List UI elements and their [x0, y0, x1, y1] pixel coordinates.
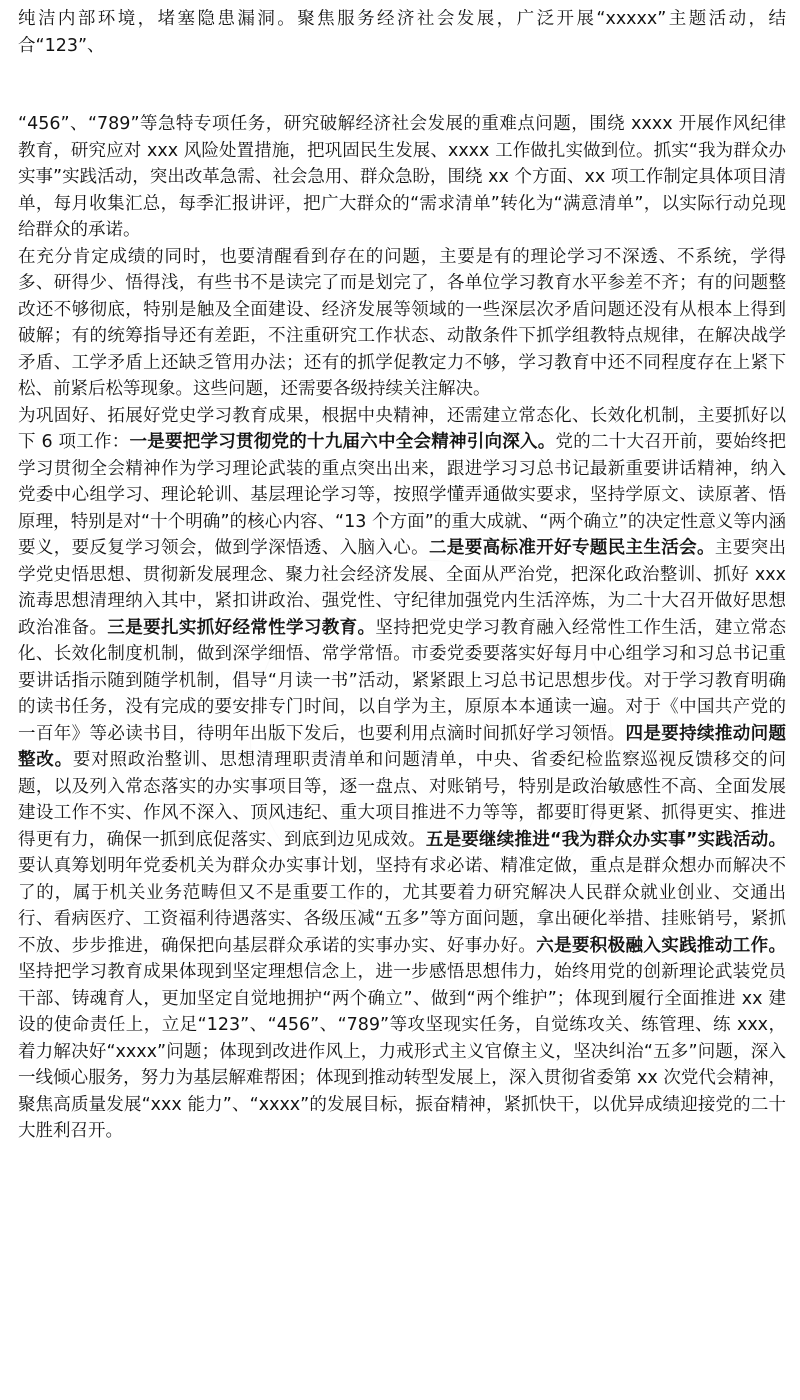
tasks-intro: 为巩固好、拓展好党史学习教育成果，根据中央精神，还需建立常态化、长效化机制，主要抓好以下 6 项工作： — [18, 405, 786, 452]
task-5-heading: 五是要继续推进“我为群众办实事”实践活动。 — [425, 829, 786, 850]
task-4-text: 要对照政治整训、思想清理职责清单和问题清单，中央、省委纪检监察巡视反馈移交的问题，以及列入常态落实的办实事项目等，逐一盘点、对账销号，特别是政治敏感性不高、全面发展建设工作不实、作风不深入、顶风违纪、重大项目推进不力等等，都要盯得更紧、抓得更实、推进得更有力，确保一抓到底促落实、到底到边见成效。 — [18, 750, 787, 850]
task-3-text: 坚持把党史学习教育融入经常性工作生活，建立常态化、长效化制度机制，做到深学细悟、常学常悟。市委党委要落实好每月中心组学习和习总书记重要讲话指示随到随学机制，倡导“月读一书”活动，紧紧跟上习总书记思想步伐。对于学习教育明确的读书任务，没有完成的要安排专门时间，以自学为主，原原本本通读一遍。对于《中国共产党的一百年》等必读书目，待明年出版下发后，也要利用点滴时间抓好学习领悟。 — [18, 617, 787, 744]
task-3-heading: 三是要扎实抓好经常性学习教育。 — [107, 617, 376, 638]
task-1-text: 党的二十大召开前，要始终把学习贯彻全会精神作为学习理论武装的重点突出出来，跟进学习习总书记最新重要讲话精神，纳入党委中心组学习、理论轮训、基层理论学习等，按照学懂弄通做实要求，坚持学原文、读原著、悟原理，特别是对“十个明确”的核心内容、“13 个方面”的重大成就、“两个确立”的决定性意义等内涵要义，要反复学习领会，做到学深悟透、入脑入心。 — [18, 432, 787, 558]
paragraph-six-tasks — [18, 403, 786, 1145]
task-4-heading: 四是要持续推动问题整改。 — [18, 723, 786, 770]
document-body — [18, 0, 786, 1145]
paragraph-problems: 在充分肯定成绩的同时，也要清醒看到存在的问题，主要是有的理论学习不深透、不系统，学得多、研得少、悟得浅，有些书不是读完了而是划完了，各单位学习教育水平参差不齐；有的问题整改还不够彻底，特别是触及全面建设、经济发展等领域的一些深层次矛盾问题还没有从根本上得到破解；有的统筹指导还有差距，不注重研究工作状态、动散条件下抓学组教特点规律，在解决战学矛盾、工学矛盾上还缺乏管用办法；还有的抓学促教定力不够，学习教育中还不同程度存在上紧下松、前紧后松等现象。这些问题，还需要各级持续关注解决。 — [18, 246, 786, 399]
task-5-text: 要认真筹划明年党委机关为群众办实事计划，坚持有求必诺、精准定做，重点是群众想办而解决不了的，属于机关业务范畴但又不是重要工作的，尤其要着力研究解决人民群众就业创业、交通出行、看病医疗、工资福利待遇落实、各级压减“五多”等方面问题，拿出硬化举措、挂账销号，紧抓不放、步步推进，确保把向基层群众承诺的实事办实、好事办好。 — [18, 856, 786, 956]
task-2-heading: 二是要高标准开好专题民主生活会。 — [429, 538, 715, 558]
task-1-heading: 一是要把学习贯彻党的十九届六中全会精神引向深入。 — [129, 432, 556, 452]
page-top-fragment: 纯洁内部环境，堵塞隐患漏洞。聚焦服务经济社会发展，广泛开展“xxxxx”主题活动，结合“123”、 — [18, 9, 786, 56]
task-2-text: 主要突出学党史悟思想、贯彻新发展理念、聚力社会经济发展、全面从严治党，把深化政治整训、抓好 xxx 流毒思想清理纳入其中，紧扣讲政治、强党性、守纪律加强党内生活淬炼，为二十大召开做好思想政治准备。 — [18, 538, 787, 638]
task-6-heading: 六是要积极融入实践推动工作。 — [536, 935, 787, 956]
task-6-text: 坚持把学习教育成果体现到坚定理想信念上，进一步感悟思想伟力，始终用党的创新理论武装党员干部、铸魂育人，更加坚定自觉地拥护“两个确立”、做到“两个维护”；体现到履行全面推进 xx 建设的使命责任上，立足“123”、“456”、“789”等攻坚现实任务，自觉练攻关、练管理、练 xxx，着力解决好“xxxx”问题；体现到改进作风上，力戒形式主义官僚主义，坚决纠治“五多”问题，深入一线倾心服务，努力为基层解难帮困；体现到推动转型发展上，深入贯彻省委第 xx 次党代会精神，聚焦高质量发展“xxx 能力”、“xxxx”的发展目标，振奋精神，紧抓快干，以优异成绩迎接党的二十大胜利召开。 — [18, 962, 786, 1141]
paragraph-work-summary: “456”、“789”等急特专项任务，研究破解经济社会发展的重难点问题，围绕 xxxx 开展作风纪律教育，研究应对 xxx 风险处置措施，把巩固民生发展、xxxx 工作做扎实做到位。抓实“我为群众办实事”实践活动，突出改革急需、社会急用、群众急盼，围绕 xx 个方面、xx 项工作制定具体项目清单，每月收集汇总，每季汇报讲评，把广大群众的“需求清单”转化为“满意清单”，以实际行动兑现给群众的承诺。 — [18, 114, 786, 240]
